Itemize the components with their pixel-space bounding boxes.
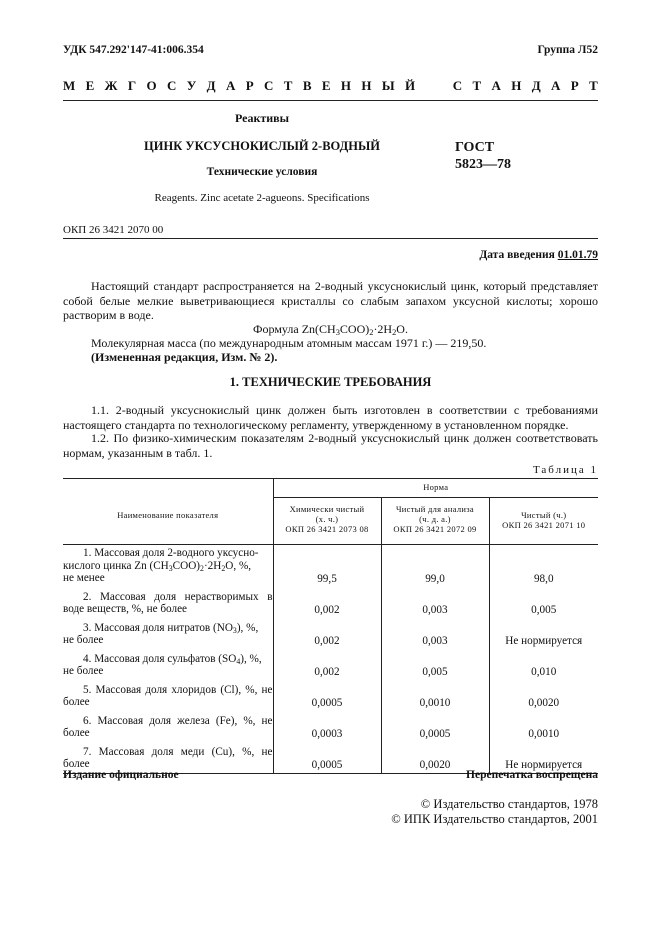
table-row <box>63 709 598 740</box>
formula-label: Формула <box>253 322 299 336</box>
table-row <box>63 545 598 585</box>
heading-letter: Е <box>321 78 331 93</box>
heading-letter <box>439 78 442 94</box>
value-analytical: 0,005 <box>381 647 489 678</box>
heading-letter: С <box>264 78 274 93</box>
introduction-date-value: 01.01.79 <box>557 249 598 261</box>
heading-letter: Д <box>531 78 541 93</box>
group-code: Группа Л52 <box>537 44 598 56</box>
value-chemically-pure: 0,0005 <box>273 678 381 709</box>
heading-letter: Й <box>404 78 416 93</box>
copyright-2001: © ИПК Издательство стандартов, 2001 <box>391 812 598 826</box>
heading-letter: С <box>167 78 177 93</box>
value-chemically-pure: 0,002 <box>273 585 381 616</box>
value-chemically-pure: 99,5 <box>273 545 381 585</box>
introduction-date <box>479 249 598 261</box>
english-title: Reagents. Zinc acetate 2-agueons. Specifications <box>154 192 370 204</box>
technical-conditions: Технические условия <box>206 166 318 178</box>
value-chemically-pure: 0,0005 <box>273 740 381 774</box>
clause-1-1: 1.1. 2-водный уксуснокислый цинк должен быть изготовлен в соответствии с требованиями настоящего стандарта по технологическому регламенту, утвержденному в установленном порядке. <box>63 403 598 432</box>
table-row <box>63 647 598 678</box>
value-pure: 0,005 <box>489 585 598 616</box>
value-pure: 0,0010 <box>489 709 598 740</box>
heading-letter: Н <box>340 78 352 93</box>
column-header-norm: Норма <box>273 479 598 498</box>
value-chemically-pure: 0,002 <box>273 647 381 678</box>
value-analytical: 99,0 <box>381 545 489 585</box>
gost-designation <box>455 139 555 173</box>
reagents-label: Реактивы <box>234 111 290 125</box>
product-title: ЦИНК УКСУСНОКИСЛЫЙ 2-ВОДНЫЙ <box>144 139 380 153</box>
table-row <box>63 678 598 709</box>
grade-okp: ОКП 26 3421 2071 10 <box>502 520 586 530</box>
value-chemically-pure: 0,002 <box>273 616 381 647</box>
table-row <box>63 740 598 774</box>
table-row <box>63 616 598 647</box>
heading-letter: Т <box>472 78 482 93</box>
value-analytical: 0,0005 <box>381 709 489 740</box>
heading-letter: Д <box>206 78 216 93</box>
value-analytical: 0,003 <box>381 585 489 616</box>
row-name: 7. Массовая доля меди (Cu), %, не более <box>63 745 273 770</box>
row-name: 3. Массовая доля нитратов $(NO_3)$, %, не более <box>63 621 259 646</box>
row-name: 4. Массовая доля сульфатов $(SO_4)$, %, не более <box>63 652 262 677</box>
molar-mass: Молекулярная масса (по международным атомным массам 1971 г.) — 219,50. <box>91 336 487 350</box>
official-edition-label: Издание официальное <box>63 769 179 781</box>
value-pure: Не нормируется <box>489 740 598 774</box>
interstate-standard-heading <box>63 78 598 94</box>
grade-name: Химически чистый <box>289 504 365 514</box>
value-pure: 0,0020 <box>489 678 598 709</box>
introduction-date-label: Дата введения <box>479 249 555 261</box>
formula-line <box>63 322 598 337</box>
grade-header-analytical <box>381 498 489 545</box>
grade-okp: ОКП 26 3421 2073 08 <box>285 524 369 534</box>
value-analytical: 0,0020 <box>381 740 489 774</box>
grade-name: Чистый (ч.) <box>521 510 567 520</box>
gost-label: ГОСТ <box>455 140 495 155</box>
grade-name: Чистый для анализа <box>395 504 475 514</box>
heading-letter <box>425 78 428 94</box>
heading-letter: Р <box>245 78 254 93</box>
heading-letter: Т <box>589 78 598 93</box>
value-analytical: 0,0010 <box>381 678 489 709</box>
udk-code: УДК 547.292'147-41:006.354 <box>63 44 204 56</box>
okp-rule <box>63 238 598 239</box>
heading-letter: А <box>225 78 236 93</box>
value-analytical: 0,003 <box>381 616 489 647</box>
specification-table <box>63 478 598 774</box>
value-pure: 0,010 <box>489 647 598 678</box>
copyright-1978: © Издательство стандартов, 1978 <box>420 797 598 811</box>
revision-note: (Измененная редакция, Изм. № 2). <box>91 350 278 364</box>
heading-letter: М <box>63 78 76 93</box>
header-rule <box>63 100 598 101</box>
grade-abbr: (ч. д. а.) <box>419 514 451 524</box>
grade-okp: ОКП 26 3421 2072 09 <box>393 524 477 534</box>
heading-letter: Е <box>85 78 95 93</box>
heading-letter: Ы <box>381 78 395 93</box>
column-header-indicator: Наименование показателя <box>63 479 273 545</box>
clause-1-2: 1.2. По физико-химическим показателям 2-водный уксуснокислый цинк должен соответствовать нормам, указанным в табл. 1. <box>63 431 598 460</box>
okp-code: ОКП 26 3421 2070 00 <box>63 224 164 236</box>
row-name: 6. Массовая доля железа (Fe), %, не более <box>63 714 273 739</box>
gost-number: 5823—78 <box>455 157 511 172</box>
intro-paragraph: Настоящий стандарт распространяется на 2-водный уксуснокислый цинк, который представляет собой белые мелкие выветривающиеся кристаллы со слабым запахом уксусной кислоты; хорошо растворим в воде. <box>63 279 598 322</box>
heading-letter: О <box>146 78 157 93</box>
heading-letter: А <box>551 78 561 93</box>
heading-letter: А <box>491 78 501 93</box>
row-name: 1. Массовая доля 2-водного уксусно- кислого цинка Zn $(CH_3COO)_2\cdot 2H_2O$, %, не менее <box>63 547 259 584</box>
grade-header-chemically-pure <box>273 498 381 545</box>
heading-letter: Т <box>283 78 293 93</box>
table-row <box>63 585 598 616</box>
value-pure: Не нормируется <box>489 616 598 647</box>
grade-header-pure <box>489 498 598 545</box>
grade-abbr: (х. ч.) <box>315 514 339 524</box>
heading-letter: У <box>186 78 197 93</box>
section-1-title: 1. ТЕХНИЧЕСКИЕ ТРЕБОВАНИЯ <box>229 375 432 389</box>
heading-letter: С <box>452 78 463 93</box>
heading-letter: Н <box>361 78 372 93</box>
chemical-formula: $Zn(CH_3COO)_2\cdot 2H_2O$. <box>301 322 408 337</box>
heading-letter: Г <box>127 78 137 93</box>
heading-letter: Ж <box>104 78 118 93</box>
value-chemically-pure: 0,0003 <box>273 709 381 740</box>
heading-letter: Н <box>511 78 522 93</box>
row-name: 5. Массовая доля хлоридов (Cl), %, не более <box>63 683 273 708</box>
table-caption: Таблица 1 <box>532 464 598 476</box>
value-pure: 98,0 <box>489 545 598 585</box>
reprint-prohibited-label: Перепечатка воспрещена <box>466 769 598 781</box>
row-name: 2. Массовая доля нерастворимых в воде веществ, %, не более <box>63 590 273 615</box>
heading-letter: Р <box>570 78 579 93</box>
heading-letter: В <box>302 78 312 93</box>
